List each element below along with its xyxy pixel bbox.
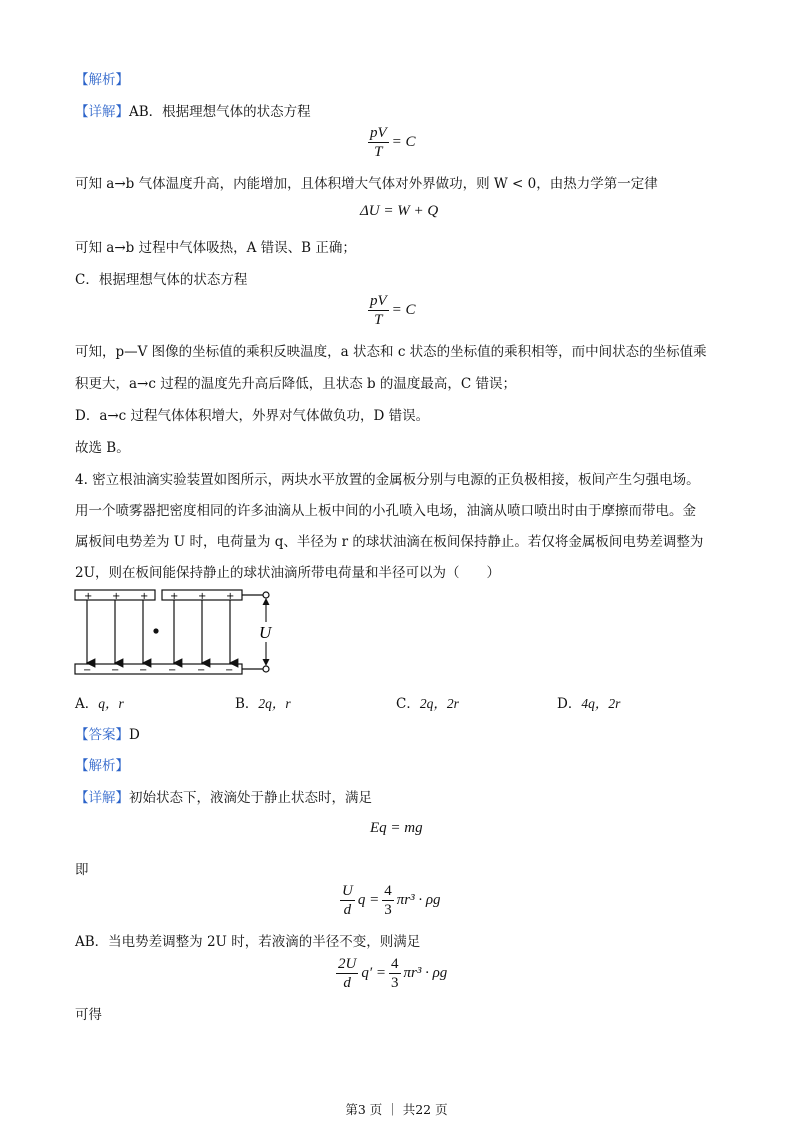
fraction-4-over-3 (382, 882, 394, 919)
equation-eq-mg: Eq = mg (370, 820, 423, 836)
question-4-line-1: 4. 密立根油滴实验装置如图所示，两块水平放置的金属板分别与电源的正负极相接，板间产生匀强电场。 (75, 472, 700, 488)
equation-u-over-d (340, 882, 441, 919)
question-4-line-4: 2U，则在板间能保持静止的球状油滴所带电荷量和半径可以为（ ） (75, 565, 500, 581)
equation-rhs: = C (391, 134, 416, 150)
answer-line (75, 723, 140, 743)
fraction-numerator: pV (370, 293, 387, 309)
terminal-top (263, 592, 269, 598)
equation-mid: q = (357, 892, 380, 908)
detail-line-q4 (75, 786, 372, 806)
option-a-value: q，r (98, 696, 124, 711)
terminal-bottom (263, 666, 269, 672)
fraction-denominator: T (374, 144, 383, 160)
minus-sign: − (225, 665, 234, 676)
option-b-value: 2q，r (258, 696, 291, 711)
detail-line-1 (75, 100, 311, 120)
text-line-2: 可知 a→b 气体温度升高，内能增加，且体积增大气体对外界做功，则 W < 0，由热力学第一定律 (75, 176, 658, 192)
detail-text-q4: 初始状态下，液滴处于静止状态时，满足 (129, 790, 372, 806)
analysis-label-2: 【解析】 (75, 758, 129, 774)
fraction-denominator: 3 (384, 902, 392, 918)
option-c-label: C． (396, 696, 420, 712)
plus-sign: + (112, 591, 121, 602)
fraction-denominator: T (374, 312, 383, 328)
fraction-pv-over-t-2 (368, 292, 389, 329)
text-line-3: 可知 a→b 过程中气体吸热，A 错误、B 正确； (75, 240, 356, 256)
millikan-apparatus-figure (70, 586, 280, 678)
fraction-numerator: 4 (391, 956, 399, 972)
equation-tail: πr³ · ρg (396, 892, 441, 908)
fraction-denominator: d (343, 902, 352, 918)
fraction-numerator: 2U (338, 956, 357, 972)
plus-sign: + (84, 591, 93, 602)
plus-sign: + (170, 591, 179, 602)
detail-text-1: AB．根据理想气体的状态方程 (129, 104, 311, 120)
minus-sign: − (168, 665, 177, 676)
fraction-numerator: U (342, 883, 353, 899)
option-c-value: 2q，2r (419, 696, 459, 711)
equation-2u-over-d (336, 955, 447, 992)
option-d-value: 4q，2r (581, 696, 621, 711)
detail-label: 【详解】 (75, 104, 129, 120)
voltage-label: U (259, 623, 272, 642)
answer-value: D (129, 727, 140, 743)
analysis-label: 【解析】 (75, 72, 129, 88)
option-b[interactable] (235, 692, 291, 712)
text-line-8: 故选 B。 (75, 440, 130, 456)
option-a[interactable] (75, 692, 124, 712)
plus-sign: + (198, 591, 207, 602)
option-a-label: A． (75, 696, 99, 712)
fraction-denominator: d (343, 975, 351, 991)
text-line-6: 积更大，a→c 过程的温度先升高后降低，且状态 b 的温度最高，C 错误； (75, 376, 517, 392)
question-4-line-3: 属板间电势差为 U 时，电荷量为 q、半径为 r 的球状油滴在板间保持静止。若仅将金属板间电势差调整为 (75, 534, 704, 550)
question-4-line-2: 用一个喷雾器把密度相同的许多油滴从上板中间的小孔喷入电场，油滴从喷口喷出时由于摩擦而带电。金 (75, 503, 696, 519)
fraction-u-over-d (340, 882, 355, 919)
fraction-4-over-3 (389, 955, 401, 992)
bottom-plate (75, 664, 242, 674)
option-b-label: B． (235, 696, 259, 712)
minus-sign: − (139, 665, 148, 676)
answer-label: 【答案】 (75, 727, 129, 743)
equation-tail: πr³ · ρg (403, 965, 448, 981)
text-line-7: D．a→c 过程气体体积增大，外界对气体做负功，D 错误。 (75, 408, 430, 424)
minus-sign: − (111, 665, 120, 676)
fraction-pv-over-t (368, 124, 389, 161)
equation-rhs: = C (391, 302, 416, 318)
fraction-denominator: 3 (391, 975, 399, 991)
equation-mid: q′ = (361, 965, 386, 981)
oil-drop (153, 628, 158, 633)
text-ab: AB．当电势差调整为 2U 时，若液滴的半径不变，则满足 (75, 934, 421, 950)
equation-state-2 (368, 292, 416, 329)
minus-sign: − (83, 665, 92, 676)
fraction-numerator: 4 (384, 883, 392, 899)
text-ji: 即 (75, 862, 89, 878)
text-kede: 可得 (75, 1007, 102, 1023)
fraction-2u-over-d (336, 955, 358, 992)
minus-sign: − (197, 665, 206, 676)
plus-sign: + (226, 591, 235, 602)
option-d-label: D． (557, 696, 582, 712)
page-footer: 第3 页 ｜ 共22 页 (345, 1102, 448, 1117)
detail-label-2: 【详解】 (75, 790, 129, 806)
option-d[interactable] (557, 692, 620, 712)
plus-sign: + (140, 591, 149, 602)
equation-first-law: ΔU = W + Q (360, 203, 439, 219)
text-line-4: C．根据理想气体的状态方程 (75, 272, 248, 288)
option-c[interactable] (396, 692, 459, 712)
equation-state-1 (368, 124, 416, 161)
fraction-numerator: pV (370, 125, 387, 141)
text-line-5: 可知，p—V 图像的坐标值的乘积反映温度，a 状态和 c 状态的坐标值的乘积相等，而中间状态的坐标值乘 (75, 344, 707, 360)
